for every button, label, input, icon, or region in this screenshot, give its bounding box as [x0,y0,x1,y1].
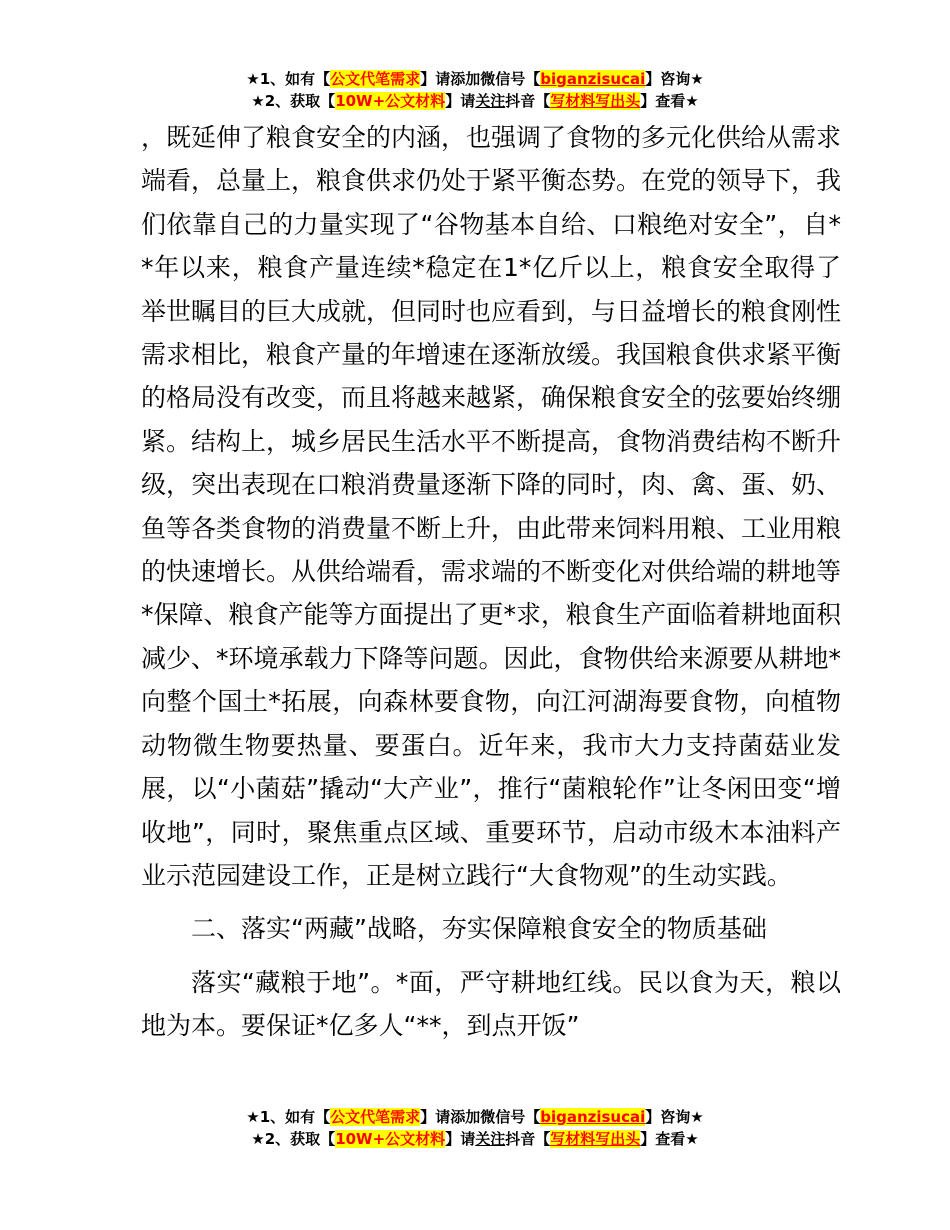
header-banner [0,68,950,112]
materials-highlight: 10W+公文材料 [335,92,446,110]
footer-line-2-prefix: ★2、获取【 [251,1130,336,1148]
header-line-2-suffix: 】查看★ [640,92,699,110]
header-line-2 [0,90,950,112]
header-line-2-middle-2: 抖音【 [505,92,551,110]
footer-line-1-middle: 】请添加微信号【 [420,1108,541,1126]
footer-ghostwriting-highlight: 公文代笔需求 [330,1108,421,1126]
footer-line-1-prefix: ★1、如有【 [246,1108,331,1126]
header-line-2-prefix: ★2、获取【 [251,92,336,110]
header-line-1-middle: 】请添加微信号【 [420,70,541,88]
footer-wechat-id-link[interactable]: biganzisucai [540,1108,646,1126]
footer-line-2-suffix: 】查看★ [640,1130,699,1148]
footer-douyin-account-link[interactable]: 写材料写出头 [550,1130,641,1148]
follow-underlined: 关注 [475,92,506,110]
footer-line-1-suffix: 】咨询★ [645,1108,704,1126]
header-line-2-middle: 】请 [445,92,476,110]
header-line-1-suffix: 】咨询★ [645,70,704,88]
document-body [141,116,841,1048]
footer-line-1 [0,1106,950,1128]
footer-banner [0,1106,950,1150]
footer-follow-underlined: 关注 [475,1130,506,1148]
header-line-1 [0,68,950,90]
ghostwriting-highlight: 公文代笔需求 [330,70,421,88]
footer-line-2-middle-2: 抖音【 [505,1130,551,1148]
body-paragraph-1: ，既延伸了粮食安全的内涵，也强调了食物的多元化供给从需求端看，总量上，粮食供求仍处于紧平衡态势。在党的领导下，我们依靠自己的力量实现了“谷物基本自给、口粮绝对安全”，自**年以来，粮食产量连续*稳定在1*亿斤以上，粮食安全取得了举世瞩目的巨大成就，但同时也应看到，与日益增长的粮食刚性需求相比，粮食产量的年增速在逐渐放缓。我国粮食供求紧平衡的格局没有改变，而且将越来越紧，确保粮食安全的弦要始终绷紧。结构上，城乡居民生活水平不断提高，食物消费结构不断升级，突出表现在口粮消费量逐渐下降的同时，肉、禽、蛋、奶、鱼等各类食物的消费量不断上升，由此带来饲料用粮、工业用粮的快速增长。从供给端看，需求端的不断变化对供给端的耕地等*保障、粮食产能等方面提出了更*求，粮食生产面临着耕地面积减少、*环境承载力下降等问题。因此，食物供给来源要从耕地*向整个国土*拓展，向森林要食物，向江河湖海要食物，向植物动物微生物要热量、要蛋白。近年来，我市大力支持菌菇业发展，以“小菌菇”撬动“大产业”，推行“菌粮轮作”让冬闲田变“增收地”，同时，聚焦重点区域、重要环节，启动市级木本油料产业示范园建设工作，正是树立践行“大食物观”的生动实践。 [141,123,842,890]
footer-materials-highlight: 10W+公文材料 [335,1130,446,1148]
section-heading: 二、落实“两藏”战略，夯实保障粮食安全的物质基础 [191,914,767,944]
footer-line-2 [0,1128,950,1150]
wechat-id-link[interactable]: biganzisucai [540,70,646,88]
header-line-1-prefix: ★1、如有【 [246,70,331,88]
footer-line-2-middle: 】请 [445,1130,476,1148]
body-paragraph-3: 落实“藏粮于地”。*面，严守耕地红线。民以食为天，粮以地为本。要保证*亿多人“**，到点开饭” [141,967,841,1041]
douyin-account-link[interactable]: 写材料写出头 [550,92,641,110]
